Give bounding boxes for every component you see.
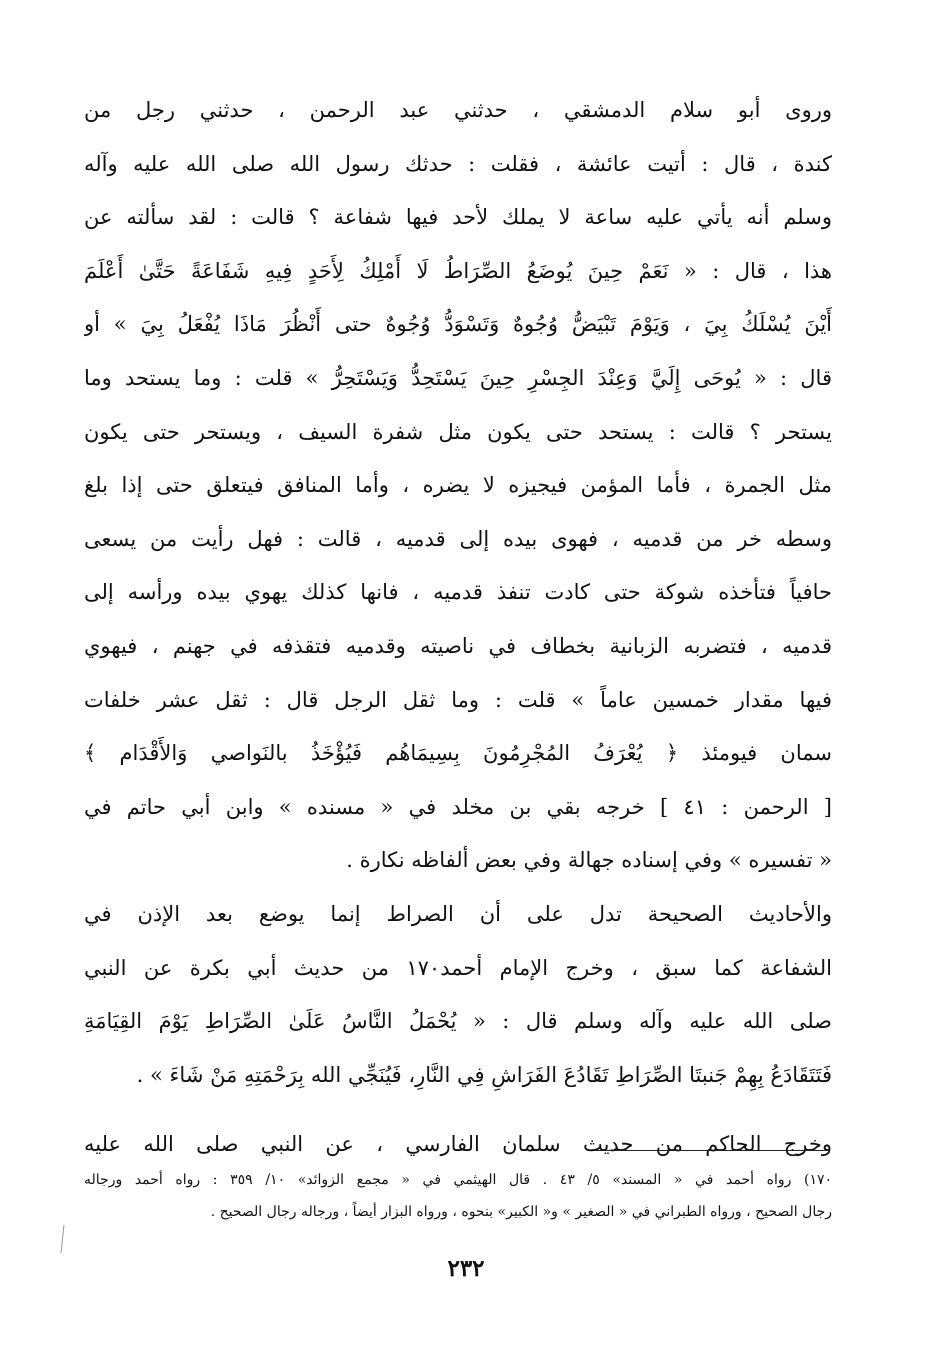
text-line: « تفسيره » وفي إسناده جهالة وفي بعض ألفاظه نكارة . <box>346 848 832 873</box>
text-line: قال : « يُوحَى إِلَيَّ وَعِنْدَ الجِسْرِ حِينَ يَسْتَحِدُّ وَيَسْتَحِرُّ » قلت : وما يستحد وما <box>84 365 832 390</box>
text-line: صلى الله عليه وآله وسلم قال : « يُحْمَلُ النَّاسُ عَلَىٰ الصِّرَاطِ يَوْمَ القِيَامَةِ <box>84 1009 832 1034</box>
text-line: وخرج الحاكم من حديث سلمان الفارسي ، عن النبي صلى الله عليه <box>84 1132 832 1157</box>
text-line: أَيْنَ يُسْلَكُ بِيَ ، وَيَوْمَ تَبْيَضُّ وُجُوهٌ وَتَسْوَدُّ وُجُوهٌ حتى أَنْظُرَ مَاذَا يُفْعَلُ بِيَ » أو <box>84 312 832 337</box>
margin-mark <box>61 1225 65 1253</box>
main-text <box>84 84 832 1172</box>
text-line: فيها مقدار خمسين عاماً » قلت : وما ثقل الرجل قال : ثقل عشر خلفات <box>84 687 832 712</box>
text-line: حافياً فتأخذه شوكة حتى كادت تنفذ قدميه ، فانها كذلك يهوي بيده ورأسه إلى <box>84 580 832 605</box>
text-line: سمان فيومئذ ﴿ يُعْرَفُ المُجْرِمُونَ بِسِيمَاهُم فَيُؤْخَذُ بالنَواصي وَالأَقْدَام ﴾ <box>84 741 832 766</box>
text-line: وسلم أنه يأتي عليه ساعة لا يملك لأحد فيها شفاعة ؟ قالت : لقد سألته عن <box>84 205 832 230</box>
text-line: كندة ، قال : أتيت عائشة ، فقلت : حدثك رسول الله صلى الله عليه وآله <box>84 151 832 176</box>
text-line: وروى أبو سلام الدمشقي ، حدثني عبد الرحمن ، حدثني رجل من <box>84 98 832 122</box>
footnote-line: ١٧٠) رواه أحمد في « المسند» ٥/ ٤٣ . قال الهيثمي في « مجمع الزوائد» ١٠/ ٣٥٩ : رواه أحمد ورجاله <box>84 1172 832 1188</box>
text-line: الشفاعة كما سبق ، وخرج الإمام أحمد١٧٠ من حديث أبي بكرة عن النبي <box>84 955 832 980</box>
page-number: ٢٣٢ <box>447 1255 485 1282</box>
text-line: [ الرحمن : ٤١ ] خرجه بقي بن مخلد في « مسنده » وابن أبي حاتم في <box>84 794 832 819</box>
text-line: هذا ، قال : « نَعَمْ حِينَ يُوضَعُ الصِّرَاطُ لَا أَمْلِكُ لِأَحَدٍ فِيهِ شَفَاعَةً حَتَّىٰ أَعْلَمَ <box>84 258 832 283</box>
text-line: فَتَتَقَادَعُ بِهِمْ جَنبتَا الصِّرَاطِ تَقَادُعَ الفَرَاشِ فِي النَّارِ، فَيُنَجِّي الله بِرَحْمَتِهِ مَنْ شَاءَ » . <box>136 1062 832 1087</box>
text-line: مثل الجمرة ، فأما المؤمن فيجيزه لا يضره ، وأما المنافق فيتعلق حتى إذا بلغ <box>84 473 832 498</box>
text-line: وسطه خر من قدميه ، فهوى بيده إلى قدميه ، قالت : فهل رأيت من يسعى <box>84 526 832 551</box>
footnotes <box>84 1164 832 1228</box>
footnote-line: رجال الصحيح ، ورواه الطبراني في « الصغير » و« الكبير» بنحوه ، ورواه البزار أيضاً ، ورجاله رجال الصحيح . <box>210 1204 832 1220</box>
paragraph-1 <box>84 84 832 888</box>
paragraph-2 <box>84 888 832 1102</box>
text-line: يستحر ؟ قالت : يستحد حتى يكون مثل شفرة السيف ، ويستحر حتى يكون <box>84 419 832 444</box>
text-line: قدميه ، فتضربه الزبانية بخطاف في ناصيته وقدميه فتقذفه في جهنم ، فيهوي <box>84 633 832 658</box>
paragraph-gap <box>84 1102 832 1118</box>
footnote-separator <box>594 1150 830 1151</box>
text-line: والأحاديث الصحيحة تدل على أن الصراط إنما يوضع بعد الإذن في <box>84 901 832 926</box>
